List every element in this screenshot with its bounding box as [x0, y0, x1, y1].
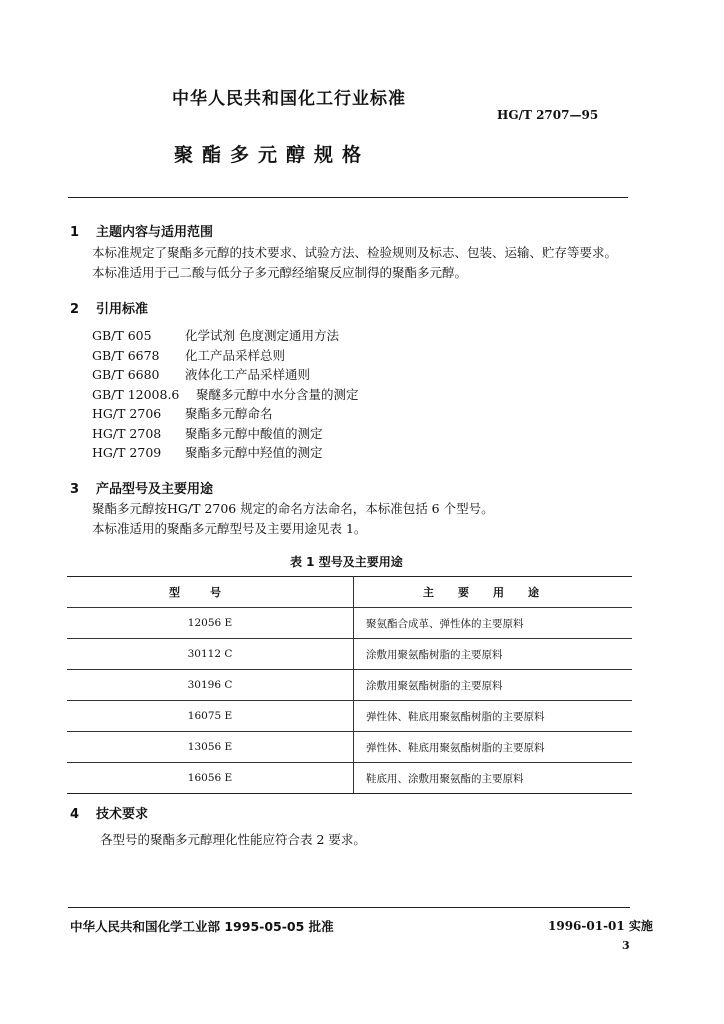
usage-cell: 弹性体、鞋底用聚氨酯树脂的主要原料	[354, 732, 633, 763]
model-cell: 30112 C	[67, 639, 354, 670]
table-caption: 表 1 型号及主要用途	[290, 555, 403, 569]
approval-line: 中华人民共和国化学工业部 1995-05-05 批准	[70, 919, 334, 934]
section-2-heading	[70, 298, 148, 317]
reference-title: 液体化工产品采样通则	[185, 367, 311, 382]
reference-item	[92, 424, 359, 444]
reference-code: HG/T 2706	[92, 406, 162, 421]
usage-cell: 聚氨酯合成革、弹性体的主要原料	[354, 608, 633, 639]
document-title: 聚酯多元醇规格	[174, 144, 371, 166]
footer-rule	[68, 907, 630, 908]
table-header-row	[67, 577, 632, 608]
reference-item	[92, 326, 359, 346]
paragraph: 本标准规定了聚酯多元醇的技术要求、试验方法、检验规则及标志、包装、运输、贮存等要求。	[92, 245, 618, 260]
issuing-body: 中华人民共和国化工行业标准	[172, 89, 406, 109]
usage-cell: 弹性体、鞋底用聚氨酯树脂的主要原料	[354, 701, 633, 732]
table-row	[67, 701, 632, 732]
section-3-heading	[70, 478, 213, 497]
section-number: 4	[70, 807, 80, 822]
reference-title: 聚醚多元醇中水分含量的测定	[196, 386, 359, 402]
section-number: 2	[70, 302, 80, 317]
header-rule	[68, 197, 628, 198]
section-1-body	[92, 243, 617, 283]
reference-code: GB/T 6680	[92, 367, 160, 382]
column-header-model: 型号	[67, 577, 354, 608]
section-title: 主题内容与适用范围	[96, 225, 214, 240]
table-row	[67, 763, 632, 794]
section-4-heading	[70, 803, 148, 822]
reference-code: GB/T 605	[92, 328, 152, 343]
reference-title: 化学试剂 色度测定通用方法	[185, 328, 339, 343]
page-number: 3	[622, 939, 630, 952]
reference-item	[92, 385, 359, 405]
column-header-usage: 主要用途	[354, 577, 633, 608]
usage-cell: 涂敷用聚氨酯树脂的主要原料	[354, 670, 633, 701]
reference-title: 化工产品采样总则	[185, 347, 286, 363]
paragraph: 各型号的聚酯多元醇理化性能应符合表 2 要求。	[100, 832, 366, 847]
effective-date: 1996-01-01 实施	[548, 919, 653, 933]
reference-title: 聚酯多元醇中羟值的测定	[185, 445, 323, 460]
section-title: 引用标准	[96, 302, 149, 317]
section-3-body	[92, 499, 494, 539]
table-row	[67, 732, 632, 763]
paragraph: 聚酯多元醇按HG/T 2706 规定的命名方法命名，本标准包括 6 个型号。	[92, 501, 494, 516]
section-1-heading	[70, 221, 213, 240]
reference-item	[92, 365, 359, 385]
table-row	[67, 670, 632, 701]
section-title: 产品型号及主要用途	[96, 482, 214, 497]
section-title: 技术要求	[96, 807, 149, 822]
reference-title: 聚酯多元醇命名	[185, 406, 273, 421]
reference-title: 聚酯多元醇中酸值的测定	[185, 425, 323, 441]
model-cell: 16075 E	[67, 701, 354, 732]
usage-cell: 鞋底用、涂敷用聚氨酯的主要原料	[354, 763, 633, 794]
model-cell: 12056 E	[67, 608, 354, 639]
reference-code: HG/T 2709	[92, 445, 162, 460]
section-number: 3	[70, 482, 80, 497]
reference-list	[92, 326, 359, 463]
reference-item	[92, 443, 359, 463]
section-number: 1	[70, 225, 80, 240]
model-cell: 16056 E	[67, 763, 354, 794]
reference-item	[92, 346, 359, 366]
table-row	[67, 608, 632, 639]
reference-code: GB/T 6678	[92, 347, 160, 363]
standard-code: HG/T 2707—95	[497, 108, 599, 122]
reference-item	[92, 404, 359, 424]
model-usage-table	[67, 576, 632, 794]
paragraph: 本标准适用的聚酯多元醇型号及主要用途见表 1。	[92, 521, 367, 536]
model-cell: 30196 C	[67, 670, 354, 701]
section-4-body	[100, 830, 366, 850]
reference-code: GB/T 12008.6	[92, 386, 180, 402]
paragraph: 本标准适用于己二酸与低分子多元醇经缩聚反应制得的聚酯多元醇。	[92, 265, 468, 280]
model-cell: 13056 E	[67, 732, 354, 763]
usage-cell: 涂敷用聚氨酯树脂的主要原料	[354, 639, 633, 670]
reference-code: HG/T 2708	[92, 425, 162, 441]
table-row	[67, 639, 632, 670]
